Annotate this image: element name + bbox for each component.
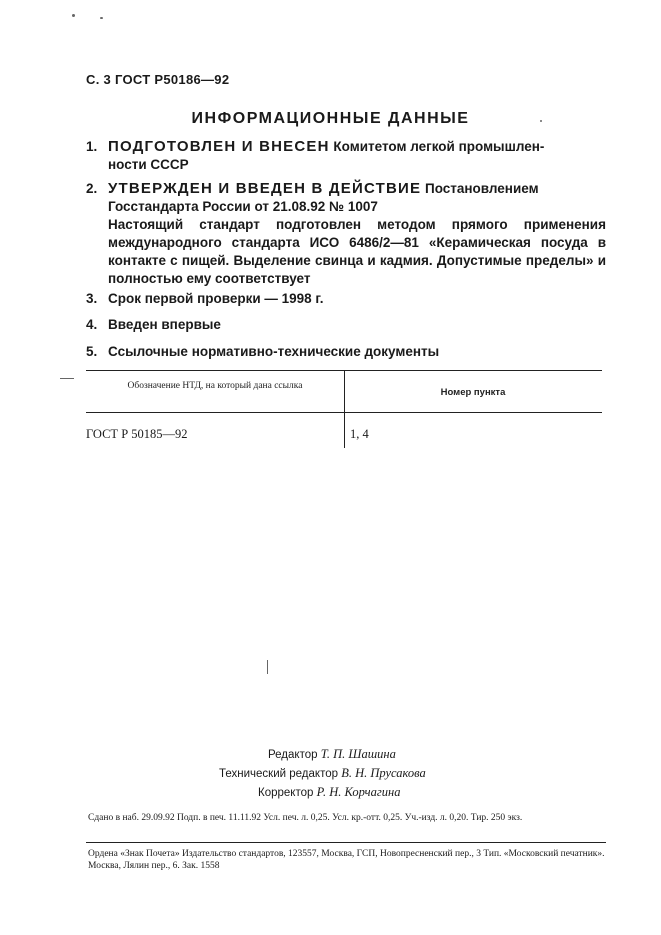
credit-name: Р. Н. Корчагина (316, 785, 401, 799)
item-text: Постановлением (424, 181, 539, 196)
item-text: Срок первой проверки — 1998 г. (108, 291, 324, 306)
credit-name: Т. П. Шашина (320, 747, 396, 761)
printer-info: Ордена «Знак Почета» Издательство стандартов, 123557, Москва, ГСП, Новопресненский пер., 3 Тип. «Московский печатник». Москва, Лялин пер., 6. Зак. 1558 (88, 849, 605, 871)
scan-speck (60, 378, 74, 379)
table-header-rule (86, 412, 602, 413)
table-cell-points: 1, 4 (350, 427, 369, 441)
table-header-point: Номер пункта (440, 387, 506, 398)
info-item-2 (86, 180, 606, 288)
scan-speck (267, 660, 268, 674)
item-text: Ссылочные нормативно-технические документы (108, 344, 440, 359)
item-text: Введен впервые (108, 317, 221, 332)
credit-tech-editor (219, 764, 426, 784)
credit-proofreader (258, 783, 400, 803)
item-lead: УТВЕРЖДЕН И ВВЕДЕН В ДЕЙСТВИЕ (108, 180, 422, 197)
credit-role: Корректор (258, 787, 314, 799)
info-item-3 (86, 290, 606, 308)
item-note: Настоящий стандарт подготовлен методом прямого применения международного стандарта ИСО 6486/2—81 «Керамическая посуда в контакте с пищей. Выделение свинца и кадмия. Допустимые пределы» и полностью ему соответствует (108, 217, 606, 286)
item-continuation: Госстандарта России от 21.08.92 № 1007 (108, 199, 378, 214)
credit-name: В. Н. Прусакова (341, 766, 426, 780)
item-text: Комитетом легкой промышлен- (333, 139, 545, 154)
credit-role: Технический редактор (219, 768, 338, 780)
credit-editor (268, 745, 396, 765)
item-continuation: ности СССР (108, 157, 189, 172)
table-column-divider (344, 370, 345, 448)
imprint-separator (86, 842, 606, 843)
item-number: 4. (86, 317, 98, 332)
info-item-1 (86, 138, 606, 174)
section-title: ИНФОРМАЦИОННЫЕ ДАННЫЕ (191, 110, 470, 127)
info-item-5 (86, 343, 606, 361)
info-item-4 (86, 316, 606, 334)
table-cell-doc: ГОСТ Р 50185—92 (86, 427, 188, 441)
item-number: 2. (86, 181, 98, 196)
scan-speck (72, 14, 75, 17)
scan-speck (540, 120, 542, 122)
item-number: 3. (86, 291, 98, 306)
scan-speck (100, 17, 103, 19)
page-header: С. 3 ГОСТ Р50186—92 (86, 72, 230, 87)
item-number: 5. (86, 344, 98, 359)
item-lead: ПОДГОТОВЛЕН И ВНЕСЕН (108, 138, 330, 155)
item-number: 1. (86, 139, 98, 154)
print-imprint: Сдано в наб. 29.09.92 Подп. в печ. 11.11.92 Усл. печ. л. 0,25. Усл. кр.-отт. 0,25. Уч.-изд. л. 0,20. Тир. 250 экз. (88, 813, 523, 823)
table-header-doc: Обозначение НТД, на который дана ссылка (127, 381, 303, 391)
credit-role: Редактор (268, 749, 318, 761)
